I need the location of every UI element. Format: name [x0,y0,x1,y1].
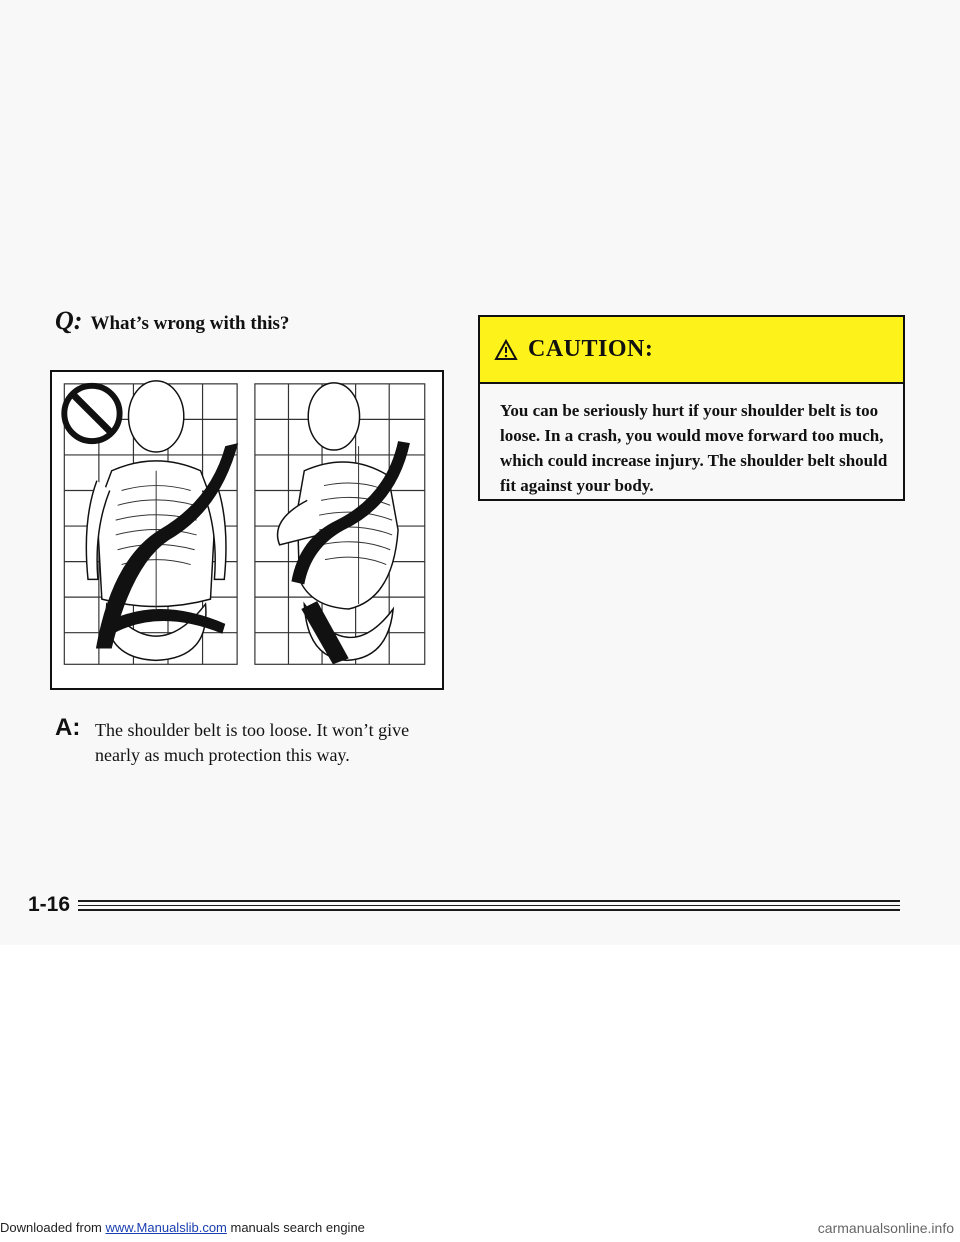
footer-rule-top [78,900,900,902]
download-footer [0,1220,365,1235]
caution-title: CAUTION: [528,336,654,362]
footer-rule-bottom [78,909,900,911]
footer-suffix: manuals search engine [226,1220,365,1235]
caution-header [480,317,903,384]
footer-prefix: Downloaded from [0,1220,106,1235]
site-watermark: carmanualsonline.info [817,1220,954,1236]
answer-paragraph [55,714,455,768]
answer-text: The shoulder belt is too loose. It won’t give nearly as much protection this way. [95,720,410,765]
page-number: 1-16 [28,893,71,916]
caution-box [478,315,905,501]
caution-text: You can be seriously hurt if your shoulder belt is too loose. In a crash, you would move forward too much, which could increase injury. The shoulder belt should fit against your body. [500,401,888,495]
manualslib-link[interactable]: www.Manualslib.com [105,1220,227,1235]
footer-rule-middle [78,905,900,906]
question-text: What’s wrong with this? [90,313,290,334]
no-symbol-icon [64,386,119,441]
question-mark: Q: [55,306,83,335]
seatbelt-illustration [50,370,444,690]
question-heading [55,306,289,336]
answer-mark: A: [55,714,81,741]
warning-triangle-icon [494,339,518,361]
